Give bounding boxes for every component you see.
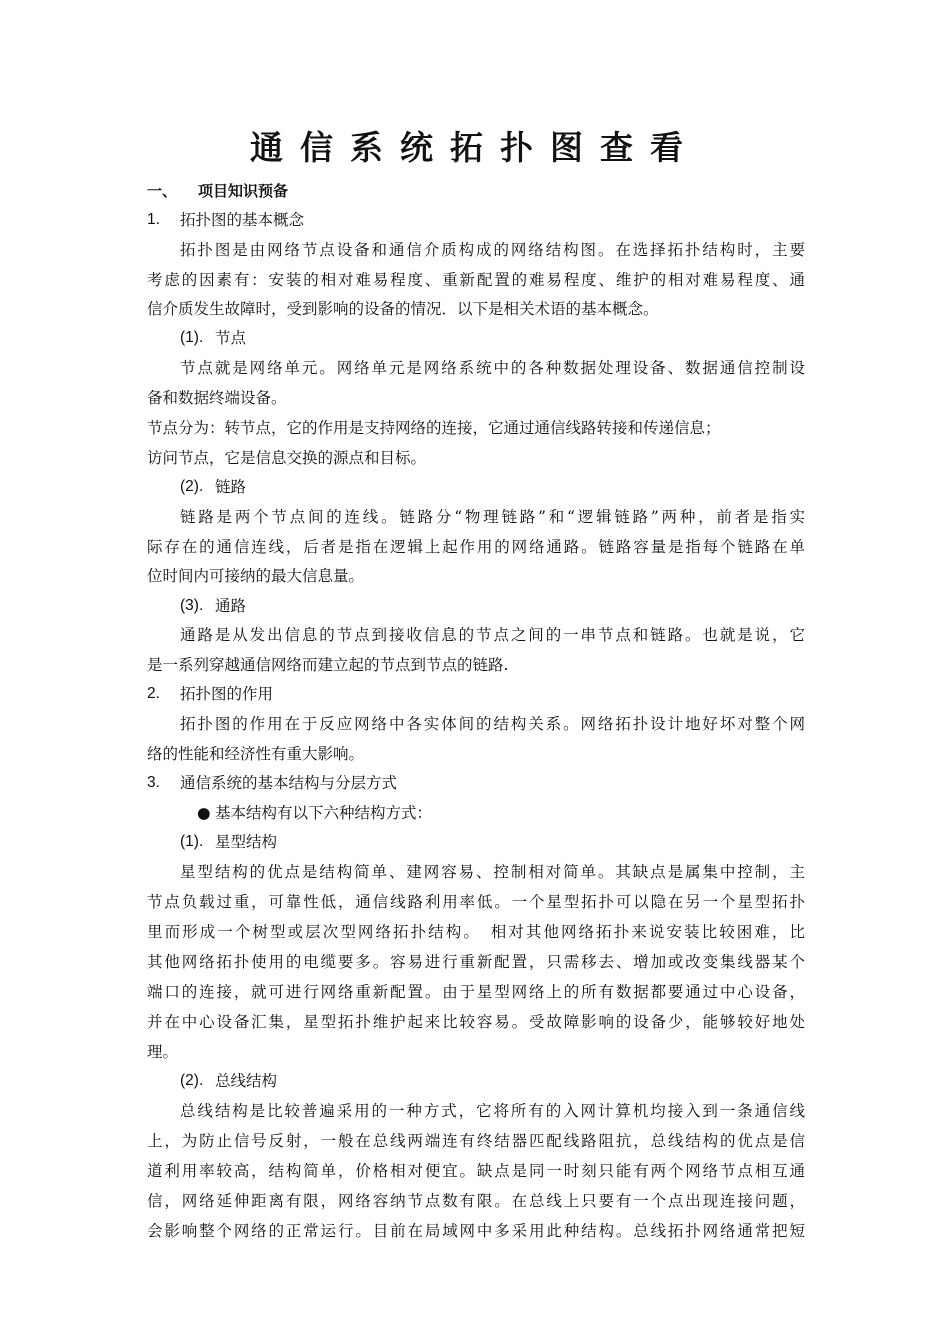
bullet-item (0, 798, 950, 828)
paragraph-line (0, 857, 950, 887)
paragraph-line (0, 650, 950, 680)
sub-heading-number: (2). (180, 1072, 204, 1089)
sub-heading (0, 1066, 950, 1096)
heading-number: 2. (147, 685, 160, 702)
paragraph-line (0, 294, 950, 324)
line-text: 会影响整个网络的正常运行。目前在局域网中多采用此种结构。总线拓扑网络通常把短 (147, 1222, 805, 1240)
line-text: 考虑的因素有：安装的相对难易程度、重新配置的难易程度、维护的相对难易程度、通 (147, 271, 805, 289)
line-text: 道利用率较高，结构简单，价格相对便宜。缺点是同一时刻只能有两个网络节点相互通 (147, 1162, 805, 1180)
paragraph-line (0, 502, 950, 532)
sub-heading (0, 323, 950, 353)
line-text: 信介质发生故障时，受到影响的设备的情况．以下是相关术语的基本概念。 (147, 300, 659, 318)
paragraph-line (0, 887, 950, 917)
paragraph-line (0, 532, 950, 562)
sub-heading (0, 827, 950, 857)
sub-heading (0, 472, 950, 502)
line-text: 备和数据终端设备。 (147, 389, 287, 407)
heading-text: 拓扑图的作用 (180, 685, 274, 703)
numbered-heading (0, 205, 950, 235)
sub-heading-text: 总线结构 (215, 1072, 278, 1090)
line-text: 里而形成一个树型或层次型网络拓扑结构。 相对其他网络拓扑来说安装比较困难，比 (147, 923, 805, 941)
section-heading (0, 176, 950, 206)
line-text: 是一系列穿越通信网络而建立起的节点到节点的链路. (147, 656, 509, 674)
heading-text: 拓扑图的基本概念 (180, 211, 305, 229)
line-text: 理。 (147, 1043, 179, 1061)
line-text: 其他网络拓扑使用的电缆要多。容易进行重新配置，只需移去、增加或改变集线器某个 (147, 953, 805, 971)
sub-heading (0, 591, 950, 621)
line-text: 拓扑图的作用在于反应网络中各实体间的结构关系。网络拓扑设计地好坏对整个网 (180, 715, 805, 733)
heading-number: 1. (147, 211, 160, 228)
sub-heading-number: (3). (180, 597, 204, 614)
paragraph-line (0, 265, 950, 295)
paragraph-line (0, 1037, 950, 1067)
line-text: 络的性能和经济性有重大影响。 (147, 745, 365, 763)
line-text: 链路是两个节点间的连线。链路分“物理链路”和“逻辑链路”两种，前者是指实 (180, 508, 805, 526)
line-text: 际存在的通信连线，后者是指在逻辑上起作用的网络通路。链路容量是指每个链路在单 (147, 538, 805, 556)
paragraph-line (0, 947, 950, 977)
line-text: 星型结构的优点是结构简单、建网容易、控制相对简单。其缺点是属集中控制，主 (180, 863, 805, 881)
line-text: 上，为防止信号反射，一般在总线两端连有终结器匹配线路阻抗，总线结构的优点是信 (147, 1132, 805, 1150)
heading-number: 3. (147, 774, 160, 791)
line-text: 位时间内可接纳的最大信息量。 (147, 567, 365, 585)
line-text: 端口的连接，就可进行网络重新配置。由于星型网络上的所有数据都要通过中心设备， (147, 983, 805, 1001)
numbered-heading (0, 679, 950, 709)
paragraph-line (0, 235, 950, 265)
sub-heading-text: 节点 (215, 329, 247, 347)
sub-heading-number: (1). (180, 833, 204, 850)
bullet-text: 基本结构有以下六种结构方式： (215, 804, 433, 822)
paragraph-line (0, 977, 950, 1007)
line-text: 节点负载过重，可靠性低，通信线路利用率低。一个星型拓扑可以隐在另一个星型拓扑 (147, 893, 805, 911)
section-title: 项目知识预备 (198, 182, 289, 200)
sub-heading-text: 星型结构 (215, 833, 278, 851)
line-text: 通路是从发出信息的节点到接收信息的节点之间的一串节点和链路。也就是说，它 (180, 626, 805, 644)
sub-heading-text: 通路 (215, 597, 247, 615)
paragraph-line (0, 739, 950, 769)
paragraph-line (0, 561, 950, 591)
line-text: 总线结构是比较普遍采用的一种方式，它将所有的入网计算机均接入到一条通信线 (180, 1102, 805, 1120)
line-text: 访问节点，它是信息交换的源点和目标。 (147, 449, 427, 467)
heading-text: 通信系统的基本结构与分层方式 (180, 774, 398, 792)
paragraph-line (0, 1156, 950, 1186)
sub-heading-number: (2). (180, 478, 204, 495)
line-text: 拓扑图是由网络节点设备和通信介质构成的网络结构图。在选择拓扑结构时，主要 (180, 241, 805, 259)
paragraph-line (0, 709, 950, 739)
paragraph-line (0, 413, 950, 443)
paragraph-line (0, 1216, 950, 1246)
line-text: 并在中心设备汇集，星型拓扑维护起来比较容易。受故障影响的设备少，能够较好地处 (147, 1013, 805, 1031)
paragraph-line (0, 1096, 950, 1126)
line-text: 节点分为：转节点，它的作用是支持网络的连接，它通过通信线路转接和传递信息； (147, 419, 721, 437)
paragraph-line (0, 353, 950, 383)
sub-heading-number: (1). (180, 329, 204, 346)
sub-heading-text: 链路 (215, 478, 247, 496)
paragraph-line (0, 620, 950, 650)
paragraph-line (0, 383, 950, 413)
bullet-icon: ● (197, 804, 211, 822)
line-text: 信，网络延伸距离有限，网络容纳节点数有限。在总线上只要有一个点出现连接问题， (147, 1192, 805, 1210)
section-number: 一、 (147, 182, 178, 200)
paragraph-line (0, 443, 950, 473)
document-title: 通信系统拓扑图查看 (250, 128, 700, 167)
paragraph-line (0, 1186, 950, 1216)
numbered-heading (0, 768, 950, 798)
paragraph-line (0, 1126, 950, 1156)
paragraph-line (0, 1007, 950, 1037)
paragraph-line (0, 917, 950, 947)
line-text: 节点就是网络单元。网络单元是网络系统中的各种数据处理设备、数据通信控制设 (180, 359, 805, 377)
